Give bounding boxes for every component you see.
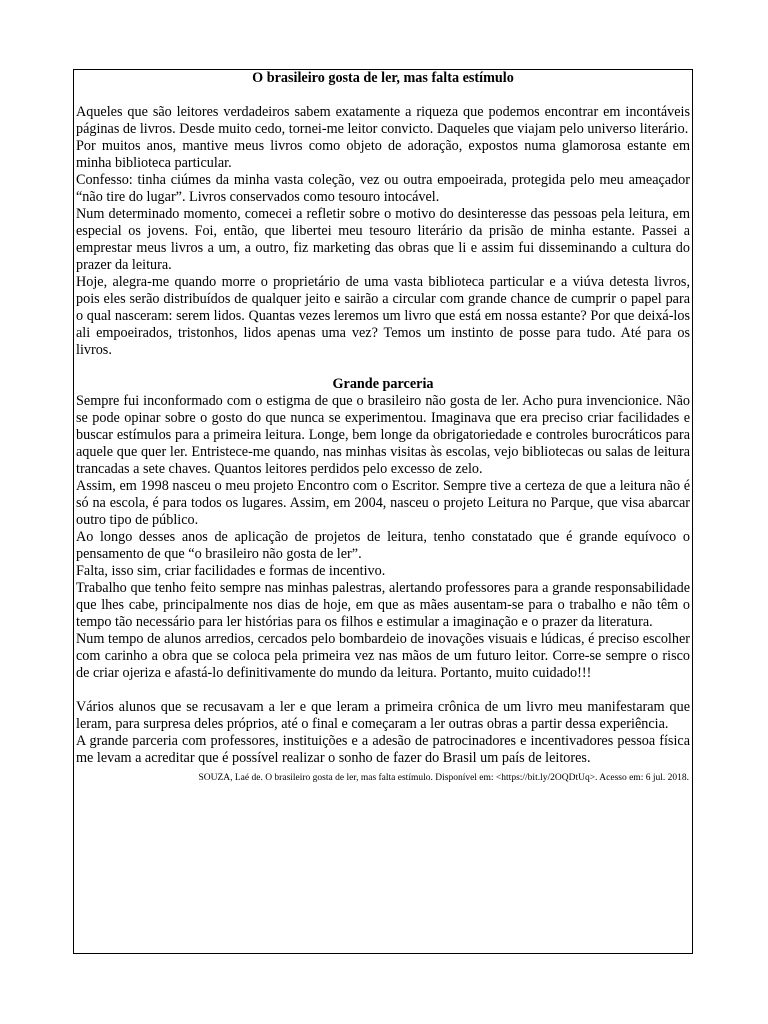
paragraph: Trabalho que tenho feito sempre nas minhas palestras, alertando professores para a grande responsabilidade que lhes cabe, principalmente nos dias de hoje, em que as mães ausentam-se para o trabalho e não têm o tempo tão necessário para ler histórias para os filhos e estimular a imaginação e o prazer da literatura. (76, 580, 690, 630)
paragraph: Ao longo desses anos de aplicação de projetos de leitura, tenho constatado que é grande equívoco o pensamento de que “o brasileiro não gosta de ler”. (76, 529, 690, 562)
paragraph: Por muitos anos, mantive meus livros como objeto de adoração, expostos numa glamorosa estante em minha biblioteca particular. (76, 138, 690, 171)
section-subtitle: Grande parceria (332, 376, 434, 392)
spacer (76, 87, 690, 104)
section-conclusion (76, 699, 690, 767)
section-intro (76, 104, 690, 359)
paragraph: Num determinado momento, comecei a refletir sobre o motivo do desinteresse das pessoas pela leitura, em especial os jovens. Foi, então, que libertei meu tesouro literário da prisão de minha estante. Passei a emprestar meus livros a um, a outro, fiz marketing das obras que li e assim fui disseminando a cultura do prazer da leitura. (76, 206, 690, 273)
text-box (73, 69, 693, 954)
paragraph: Sempre fui inconformado com o estigma de que o brasileiro não gosta de ler. Acho pura invencionice. Não se pode opinar sobre o gosto do que nunca se experimentou. Imaginava que era preciso criar facilidades e buscar estímulos para a primeira leitura. Longe, bem longe da obrigatoriedade e controles burocráticos para aquele que quer ler. Entristece-me quando, nas minhas visitas às escolas, vejo bibliotecas ou salas de leitura trancadas a sete chaves. Quantos leitores perdidos pelo excesso de zelo. (76, 393, 690, 477)
paragraph: Confesso: tinha ciúmes da minha vasta coleção, vez ou outra empoeirada, protegida pelo meu ameaçador “não tire do lugar”. Livros conservados como tesouro intocável. (76, 172, 690, 205)
paragraph: Aqueles que são leitores verdadeiros sabem exatamente a riqueza que podemos encontrar em incontáveis páginas de livros. Desde muito cedo, tornei-me leitor convicto. Daqueles que viajam pelo universo literário. (76, 104, 690, 137)
paragraph: Vários alunos que se recusavam a ler e que leram a primeira crônica de um livro meu manifestaram que leram, para surpresa deles próprios, até o final e começaram a ler outras obras a partir dessa experiência. (76, 699, 690, 732)
paragraph: Falta, isso sim, criar facilidades e formas de incentivo. (76, 563, 386, 579)
paragraph: A grande parceria com professores, instituições e a adesão de patrocinadores e incentivadores pessoa física me levam a acreditar que é possível realizar o sonho de fazer do Brasil um país de leitores. (76, 733, 690, 766)
section-grande-parceria (76, 393, 690, 682)
paragraph: Hoje, alegra-me quando morre o proprietário de uma vasta biblioteca particular e a viúva detesta livros, pois eles serão distribuídos de qualquer jeito e sairão a circular com grande chance de cumprir o papel para o qual nasceram: serem lidos. Quantas vezes leremos um livro que está em nossa estante? Por que deixá-los ali empoeirados, tristonhos, lidos apenas uma vez? Temos um instinto de posse para tudo. Até para os livros. (76, 274, 690, 358)
spacer (76, 682, 690, 699)
spacer (76, 359, 690, 376)
document-title: O brasileiro gosta de ler, mas falta estímulo (252, 70, 514, 86)
citation: SOUZA, Laé de. O brasileiro gosta de ler, mas falta estímulo. Disponível em: <https://bit.ly/2OQDtUq>. Acesso em: 6 jul. 2018. (198, 773, 689, 783)
paragraph: Num tempo de alunos arredios, cercados pelo bombardeio de inovações visuais e lúdicas, é preciso escolher com carinho a obra que se coloca pela primeira vez nas mãos de um futuro leitor. Corre-se sempre o risco de criar ojeriza e afastá-lo definitivamente do mundo da leitura. Portanto, muito cuidado!!! (76, 631, 690, 681)
paragraph: Assim, em 1998 nasceu o meu projeto Encontro com o Escritor. Sempre tive a certeza de que a leitura não é só na escola, é para todos os lugares. Assim, em 2004, nasceu o projeto Leitura no Parque, que visa abarcar outro tipo de público. (76, 478, 690, 528)
